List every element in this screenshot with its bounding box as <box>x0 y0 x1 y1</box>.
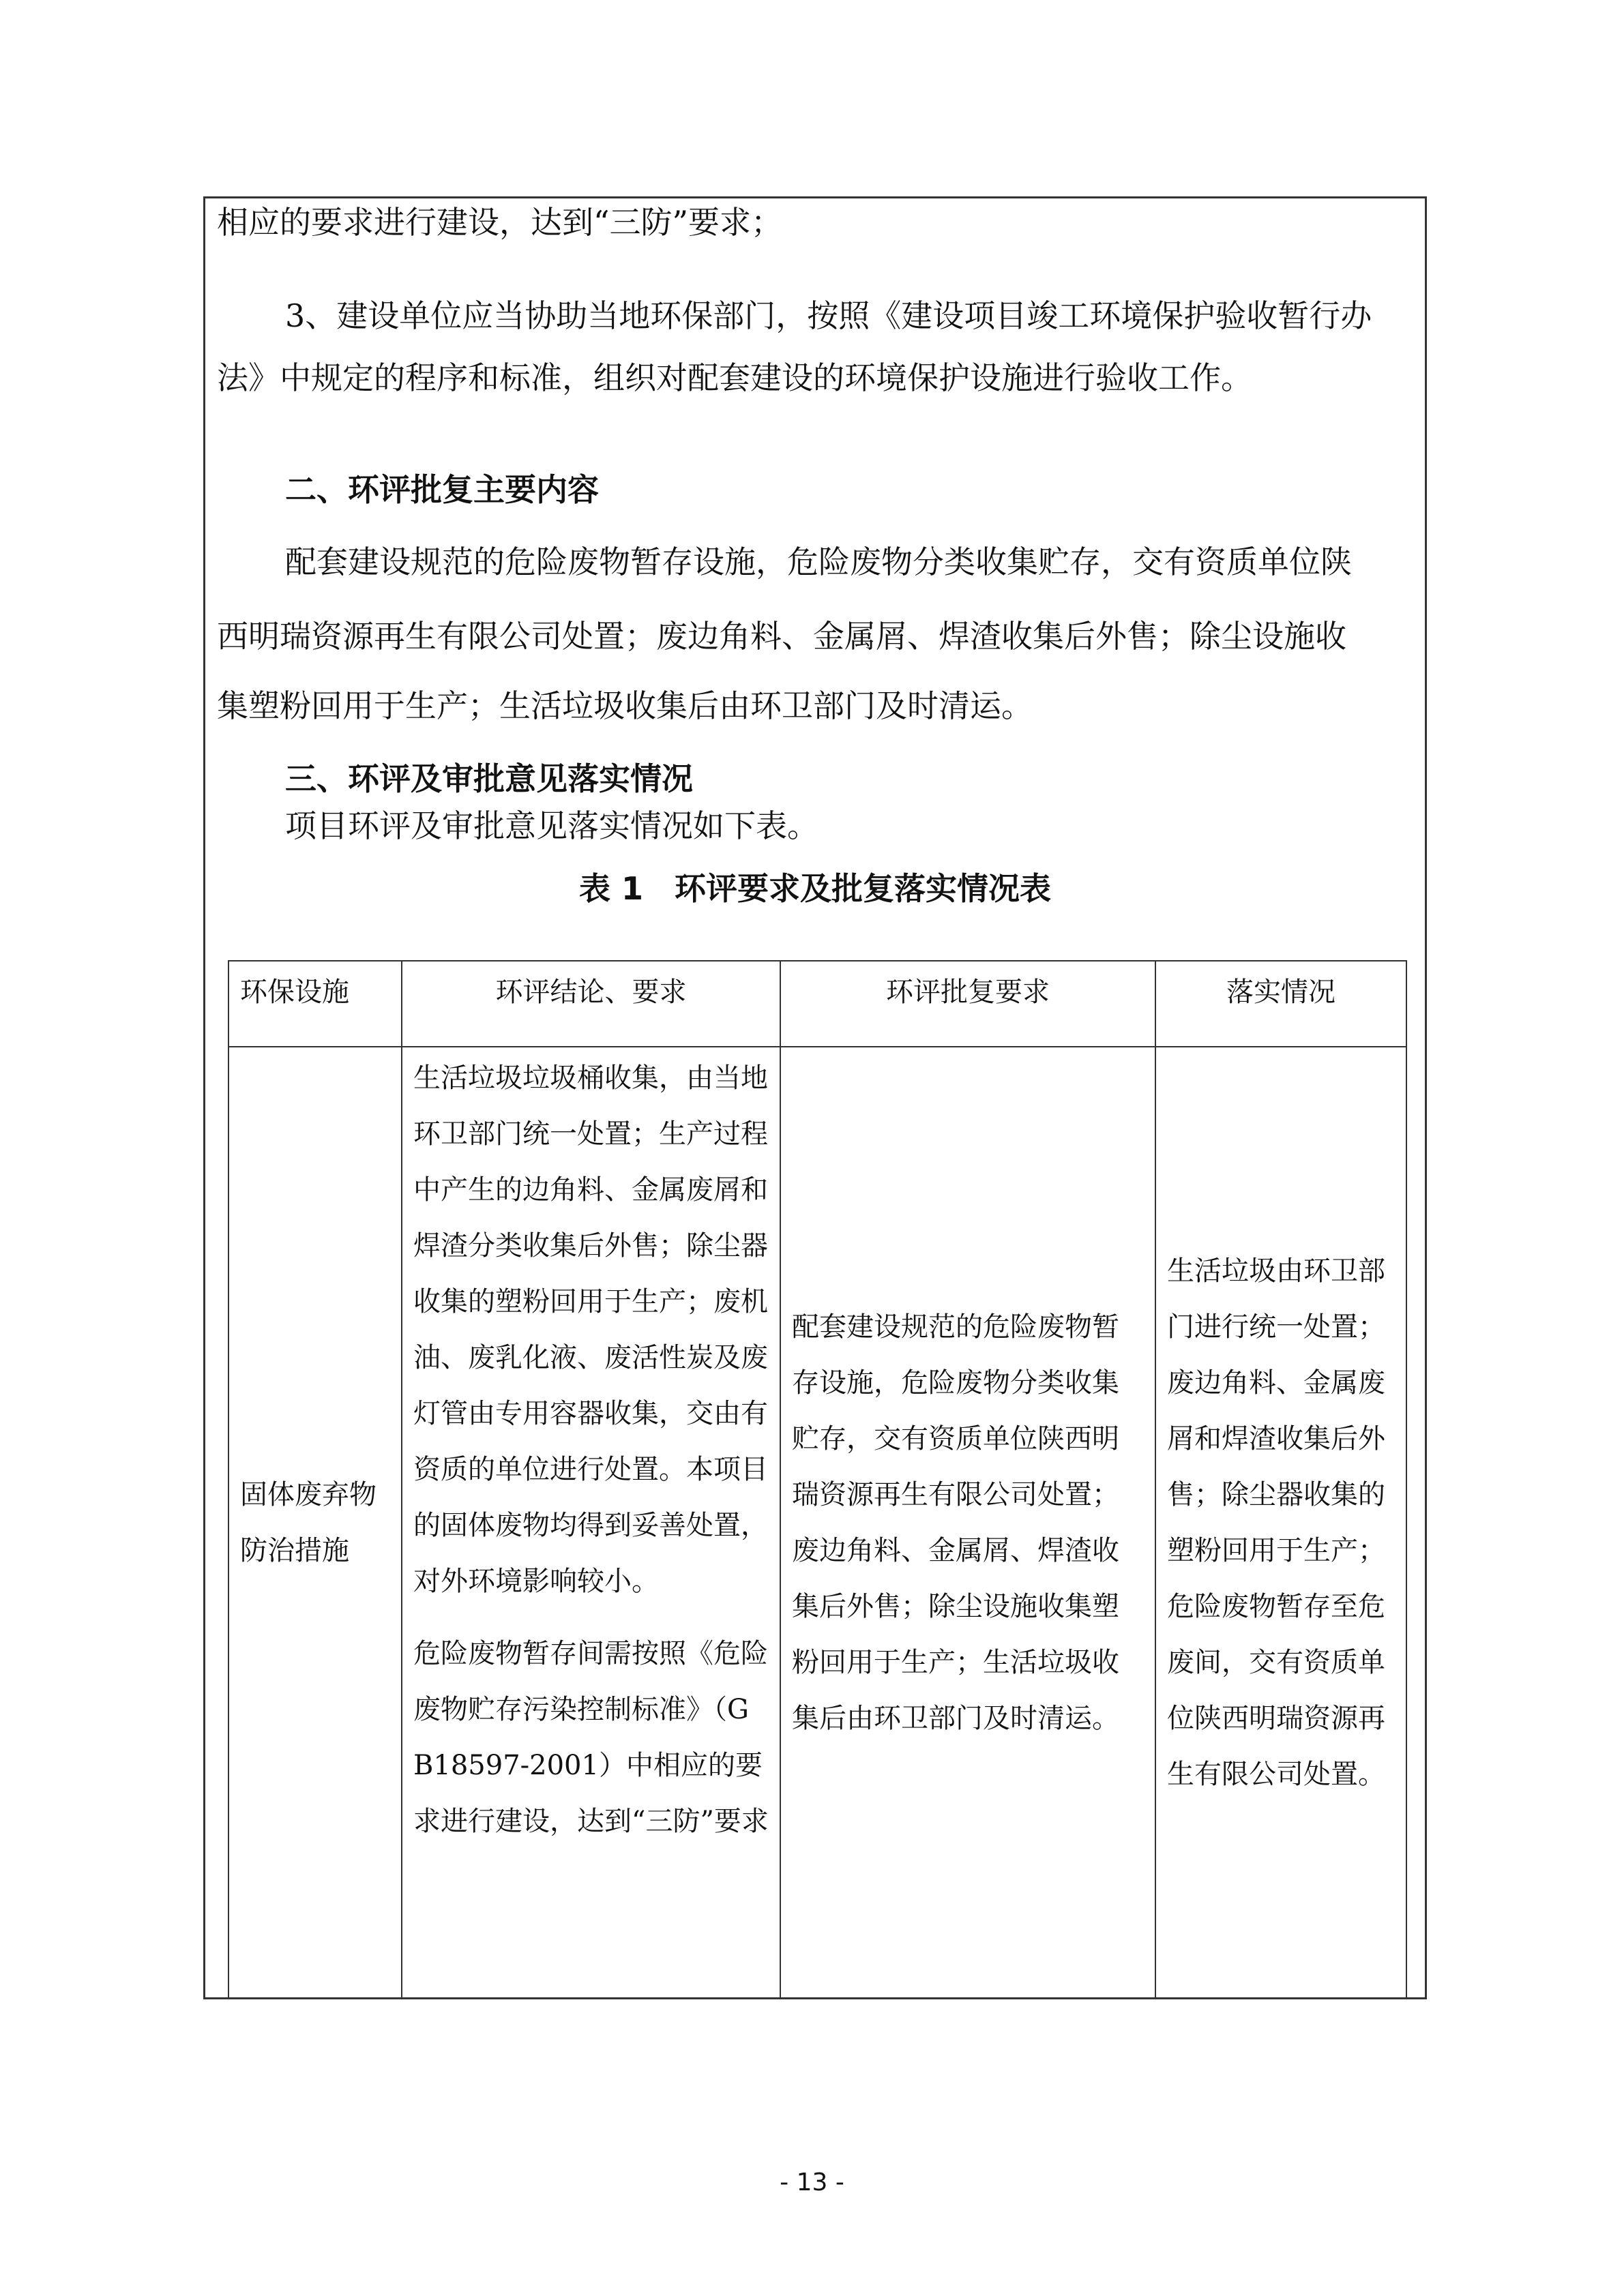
cell-implementation: 生活垃圾由环卫部门进行统一处置；废边角料、金属废屑和焊渣收集后外售；除尘器收集的塑粉回用于生产；危险废物暂存至危废间，交有资质单位陕西明瑞资源再生有限公司处置。 <box>1155 1047 1406 1999</box>
paragraph-table-intro: 项目环评及审批意见落实情况如下表。 <box>285 807 818 844</box>
header-conclusion: 环评结论、要求 <box>402 961 780 1047</box>
paragraph-item-3-line-2: 法》中规定的程序和标准，组织对配套建设的环境保护设施进行验收工作。 <box>217 359 1252 396</box>
header-approval: 环评批复要求 <box>780 961 1155 1047</box>
requirements-table <box>228 960 1407 1999</box>
page-number: - 13 - <box>780 2168 844 2196</box>
paragraph-approval-line-3: 集塑粉回用于生产；生活垃圾收集后由环卫部门及时清运。 <box>217 687 1033 724</box>
cell-facility: 固体废弃物防治措施 <box>228 1047 402 1999</box>
header-facility: 环保设施 <box>228 961 402 1047</box>
paragraph-continuation: 相应的要求进行建设，达到“三防”要求； <box>217 204 783 241</box>
table-header-row <box>228 961 1406 1047</box>
cell-conclusion-para-1: 生活垃圾垃圾桶收集，由当地环卫部门统一处置；生产过程中产生的边角料、金属废屑和焊渣分类收集后外售；除尘器收集的塑粉回用于生产；废机油、废乳化液、废活性炭及废灯管由专用容器收集，交由有资质的单位进行处置。本项目的固体废物均得到妥善处置，对外环境影响较小。 <box>413 1062 768 1597</box>
table-caption: 表 1 环评要求及批复落实情况表 <box>578 870 1052 907</box>
paragraph-approval-line-1: 配套建设规范的危险废物暂存设施，危险废物分类收集贮存，交有资质单位陕 <box>285 543 1352 580</box>
table-row <box>228 1047 1406 1999</box>
section-heading-2: 二、环评批复主要内容 <box>285 471 599 508</box>
paragraph-item-3-line-1: 3、建设单位应当协助当地环保部门，按照《建设项目竣工环境保护验收暂行办 <box>285 297 1372 334</box>
section-heading-3: 三、环评及审批意见落实情况 <box>285 760 693 797</box>
paragraph-approval-line-2: 西明瑞资源再生有限公司处置；废边角料、金属屑、焊渣收集后外售；除尘设施收 <box>217 618 1346 655</box>
cell-approval: 配套建设规范的危险废物暂存设施，危险废物分类收集贮存，交有资质单位陕西明瑞资源再生有限公司处置；废边角料、金属屑、焊渣收集后外售；除尘设施收集塑粉回用于生产；生活垃圾收集后由环卫部门及时清运。 <box>780 1047 1155 1999</box>
cell-conclusion <box>402 1047 780 1999</box>
header-implementation: 落实情况 <box>1155 961 1406 1047</box>
cell-conclusion-para-2: 危险废物暂存间需按照《危险废物贮存污染控制标准》（GB18597-2001）中相应的要求进行建设，达到“三防”要求 <box>413 1638 769 1837</box>
